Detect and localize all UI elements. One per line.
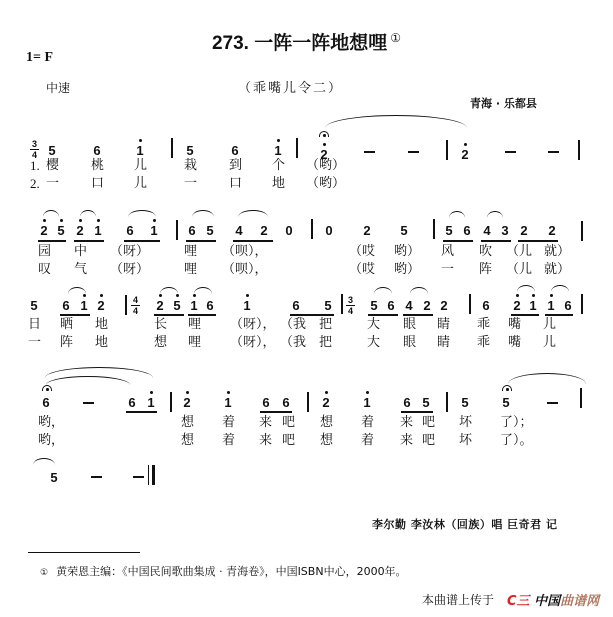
note-high: 1 — [527, 299, 539, 313]
footnote-mark[interactable]: ① — [390, 31, 402, 45]
lyric: （哎 — [349, 244, 376, 259]
verse-number: 1. — [30, 158, 40, 173]
lyric: 想 — [320, 415, 334, 430]
lyric: 想 — [181, 415, 195, 430]
note-high: 2 — [181, 396, 193, 410]
lyric: 睛 — [437, 317, 451, 332]
slur — [68, 287, 86, 294]
lyric: 阵 — [60, 335, 74, 350]
lyric: （哎 — [349, 262, 376, 277]
note: 4 — [235, 223, 243, 238]
beam — [233, 240, 273, 242]
lyric: 到 — [229, 158, 243, 173]
lyric: 就） — [544, 262, 571, 277]
lyric: 地 — [95, 335, 109, 350]
note: 5 — [502, 395, 510, 410]
note: 5 — [324, 298, 332, 313]
lyric: 来 — [400, 433, 414, 448]
note: 5 — [422, 395, 430, 410]
dash — [364, 151, 375, 153]
note: 4 — [483, 223, 491, 238]
beam — [60, 314, 90, 316]
barline — [446, 392, 448, 412]
lyric: 来 — [400, 415, 414, 430]
lyric: 日 — [28, 317, 42, 332]
lyric: 儿 — [134, 176, 148, 191]
lyric: 一 — [46, 176, 60, 191]
lyric: 嘴 — [508, 335, 522, 350]
lyric: 地 — [95, 317, 109, 332]
lyric: 坏 — [459, 433, 473, 448]
lyric: 眼 — [403, 317, 417, 332]
barline — [125, 295, 127, 315]
lyric: （呀） — [110, 262, 150, 277]
note: 2 — [440, 298, 448, 313]
note: 5 — [461, 395, 469, 410]
beam — [124, 240, 160, 242]
note-high: 2 — [38, 224, 50, 238]
beam — [154, 314, 184, 316]
slur — [80, 210, 96, 217]
lyric: 来 — [259, 415, 273, 430]
lyric: 来 — [259, 433, 273, 448]
barline — [176, 220, 178, 240]
note: 6 — [282, 395, 290, 410]
lyric: （儿 — [506, 244, 533, 259]
barline — [469, 294, 471, 314]
note-high: 2 — [154, 299, 166, 313]
note: 6 — [42, 395, 50, 410]
lyric: 阵 — [479, 262, 493, 277]
lyric: 吧 — [422, 415, 436, 430]
fermata-icon — [502, 385, 512, 391]
lyric: 眼 — [403, 335, 417, 350]
lyric: 想 — [154, 335, 168, 350]
note-high: 1 — [241, 299, 253, 313]
note: 4 — [405, 298, 413, 313]
lyric: 吧 — [282, 415, 296, 430]
note-high: 2 — [511, 299, 523, 313]
beam — [126, 411, 157, 413]
note-high: 1 — [361, 396, 373, 410]
lyric: 哩 — [184, 262, 198, 277]
footnote-marker: ① — [40, 568, 49, 578]
note: 6 — [188, 223, 196, 238]
lyric: 哟） — [394, 262, 421, 277]
lyric: （我 — [280, 335, 307, 350]
lyric: 樱 — [46, 158, 60, 173]
beam — [401, 411, 433, 413]
lyric: 桃 — [91, 158, 105, 173]
time-signature-3-4: 3 4 — [347, 295, 353, 316]
lyric: 哟， — [38, 433, 65, 448]
beam — [443, 240, 473, 242]
lyric: 了）。 — [500, 433, 533, 448]
lyric: （呀）， — [230, 335, 276, 350]
note-high: 1 — [134, 144, 146, 158]
fermata-icon — [319, 131, 329, 137]
lyric: 把 — [319, 317, 333, 332]
lyric: 儿 — [134, 158, 148, 173]
lyric: 一 — [441, 262, 455, 277]
note-high: 2 — [320, 396, 332, 410]
slur — [33, 458, 55, 465]
lyric: 长 — [154, 317, 168, 332]
lyric: （呀）， — [230, 317, 276, 332]
slur — [43, 210, 59, 217]
note: 2 — [520, 223, 528, 238]
note-high: 2 — [318, 148, 330, 162]
lyric: （呗）， — [222, 244, 268, 259]
lyric: （我 — [280, 317, 307, 332]
barline — [581, 294, 583, 314]
note-high: 1 — [148, 224, 160, 238]
slur — [551, 285, 569, 292]
slur — [128, 210, 156, 217]
time-signature-3-4: 3 4 — [31, 139, 37, 160]
lyric: （儿 — [506, 262, 533, 277]
slur — [517, 285, 535, 292]
logo-text-qupu: 曲谱网 — [560, 594, 600, 609]
beam — [186, 240, 216, 242]
lyric: 气 — [74, 262, 88, 277]
upload-attribution: 本曲谱上传于 — [422, 593, 495, 607]
lyric: 吧 — [422, 433, 436, 448]
note-high: 5 — [171, 299, 183, 313]
lyric: 想 — [320, 433, 334, 448]
note: 6 — [387, 298, 395, 313]
tempo-marking: 中速 — [46, 81, 71, 95]
lyric: 哩 — [188, 317, 202, 332]
slur — [410, 287, 428, 294]
footnote-divider — [28, 552, 140, 553]
note: 5 — [445, 223, 453, 238]
lyric: 儿 — [543, 335, 557, 350]
lyric: 中 — [74, 244, 88, 259]
slur — [508, 373, 586, 384]
barline — [433, 219, 435, 239]
note: 6 — [93, 143, 101, 158]
note-high: 1 — [222, 396, 234, 410]
note: 5 — [400, 223, 408, 238]
note-high: 1 — [188, 299, 200, 313]
barline — [307, 392, 309, 412]
note: 0 — [285, 223, 293, 238]
note: 2 — [363, 223, 371, 238]
barline — [341, 294, 343, 314]
beam — [290, 314, 334, 316]
beam — [545, 314, 573, 316]
note-high: 1 — [78, 299, 90, 313]
lyric: 睛 — [437, 335, 451, 350]
dash — [83, 402, 94, 404]
slur — [192, 210, 214, 217]
logo-text-china: 中国 — [534, 594, 561, 609]
barline — [171, 138, 173, 158]
lyric: 园 — [38, 244, 52, 259]
lyric: 着 — [361, 415, 375, 430]
lyric: 个 — [272, 158, 286, 173]
note: 5 — [50, 470, 58, 485]
slur — [487, 211, 503, 218]
note-high: 5 — [55, 224, 67, 238]
barline — [578, 140, 580, 160]
lyric: 地 — [272, 176, 286, 191]
beam — [188, 314, 216, 316]
note: 2 — [548, 223, 556, 238]
lyric: 栽 — [184, 158, 198, 173]
note: 6 — [128, 395, 136, 410]
song-title: 273. 一阵一阵地想哩 ① — [211, 31, 402, 54]
note: 6 — [231, 143, 239, 158]
fermata-icon — [42, 385, 52, 391]
note-high: 1 — [272, 144, 284, 158]
note-high: 1 — [545, 299, 557, 313]
lyric: 着 — [361, 433, 375, 448]
site-logo[interactable] — [507, 590, 599, 609]
note: 0 — [325, 223, 333, 238]
lyric: （哟） — [306, 176, 346, 191]
lyric: 想 — [181, 433, 195, 448]
lyric: 哩 — [184, 244, 198, 259]
lyric: 口 — [91, 176, 105, 191]
beam — [403, 314, 433, 316]
note: 6 — [482, 298, 490, 313]
slur — [449, 211, 465, 218]
lyric: 吧 — [282, 433, 296, 448]
slur — [374, 287, 392, 294]
slur — [325, 115, 467, 128]
beam — [38, 240, 66, 242]
beam — [511, 314, 539, 316]
lyric: 嘴 — [508, 317, 522, 332]
note-high: 2 — [95, 299, 107, 313]
subtitle: （乖嘴儿令二） — [238, 81, 344, 96]
note: 5 — [30, 298, 38, 313]
verse-number: 2. — [30, 176, 40, 191]
barline — [296, 138, 298, 158]
slur — [160, 287, 178, 294]
lyric: 哟） — [394, 244, 421, 259]
lyric: 一 — [28, 335, 42, 350]
lyric: 了）； — [500, 415, 533, 430]
footnote-text: 黄荣恩主编：《中国民间歌曲集成 · 青海卷》，中国ISBN中心，2000年。 — [56, 565, 407, 578]
lyric: （呗）， — [222, 262, 268, 277]
barline — [581, 221, 583, 241]
note-high: 2 — [74, 224, 86, 238]
beam — [368, 314, 398, 316]
dash — [505, 151, 516, 153]
dash — [133, 476, 144, 478]
note: 5 — [186, 143, 194, 158]
lyric: 晒 — [60, 317, 74, 332]
lyric: 着 — [222, 433, 236, 448]
slur — [238, 210, 268, 217]
time-signature-4-4: 4 4 — [132, 295, 138, 316]
lyric: 哩 — [188, 335, 202, 350]
key-signature: 1= F — [26, 50, 54, 65]
note: 6 — [564, 298, 572, 313]
lyric: 一 — [184, 176, 198, 191]
lyric: 风 — [441, 244, 455, 259]
logo-mark-icon: C三 — [507, 594, 530, 609]
note: 6 — [262, 395, 270, 410]
note: 6 — [463, 223, 471, 238]
note: 6 — [292, 298, 300, 313]
note-high: 1 — [145, 396, 157, 410]
dash — [547, 402, 558, 404]
note-high: 2 — [459, 148, 471, 162]
beam — [260, 411, 292, 413]
note: 6 — [403, 395, 411, 410]
lyric: 儿 — [543, 317, 557, 332]
note: 2 — [423, 298, 431, 313]
lyric: （呀） — [110, 244, 150, 259]
note-high: 1 — [92, 224, 104, 238]
dash — [408, 151, 419, 153]
note: 6 — [62, 298, 70, 313]
barline — [311, 219, 313, 239]
note: 3 — [501, 223, 509, 238]
origin-region: 青海 · 乐都县 — [470, 97, 537, 110]
beam — [518, 240, 558, 242]
barline — [580, 388, 582, 408]
note: 5 — [206, 223, 214, 238]
barline — [446, 140, 448, 160]
final-barline-thin — [148, 465, 149, 485]
lyric: 着 — [222, 415, 236, 430]
note: 5 — [48, 143, 56, 158]
lyric: 乖 — [477, 317, 491, 332]
beam — [481, 240, 511, 242]
lyric: 哟， — [38, 415, 65, 430]
note: 5 — [370, 298, 378, 313]
dash — [548, 151, 559, 153]
lyric: 口 — [229, 176, 243, 191]
barline — [170, 392, 172, 412]
note: 2 — [260, 223, 268, 238]
lyric: 大 — [367, 317, 381, 332]
final-barline-thick — [152, 465, 155, 485]
note: 6 — [206, 298, 214, 313]
footnote — [40, 563, 407, 579]
lyric: 叹 — [38, 262, 52, 277]
lyric: 就） — [544, 244, 571, 259]
lyric: 乖 — [477, 335, 491, 350]
lyric: 坏 — [459, 415, 473, 430]
dash — [91, 476, 102, 478]
lyric: （哟） — [306, 158, 346, 173]
note: 6 — [126, 223, 134, 238]
slur — [194, 287, 212, 294]
lyric: 吹 — [479, 244, 493, 259]
lyric: 大 — [367, 335, 381, 350]
beam — [74, 240, 104, 242]
performer-credits: 李尔勤 李汝林（回族）唱 巨奇君 记 — [372, 518, 558, 531]
lyric: 把 — [319, 335, 333, 350]
